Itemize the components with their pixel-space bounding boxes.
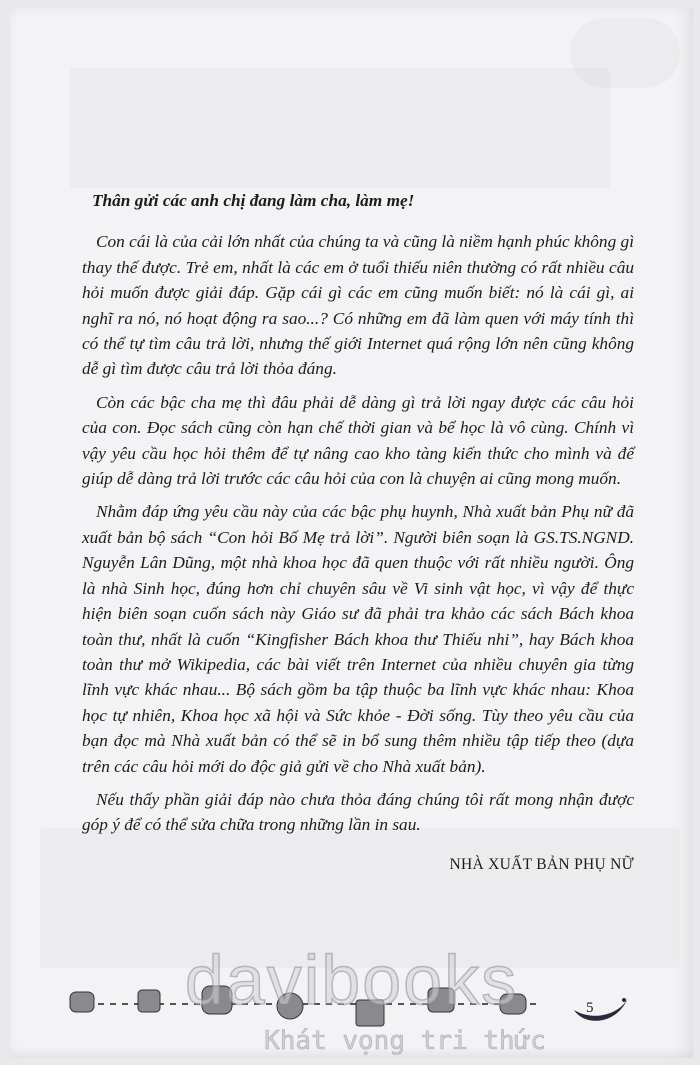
- publisher-signature: NHÀ XUẤT BẢN PHỤ NỮ: [449, 855, 634, 873]
- paragraph: Còn các bậc cha mẹ thì đâu phải dễ dàng gì trả lời ngay được các câu hỏi của con. Đọc sách cũng còn hạn chế thời gian và bể học là vô cùng. Chính vì vậy yêu cầu học hỏi thêm để tự nâng cao kho tàng kiến thức cho mình và để giúp dễ dàng trả lời trước các câu hỏi của con là chuyện ai cũng mong muốn.: [82, 392, 634, 489]
- letter-greeting: Thân gửi các anh chị đang làm cha, làm mẹ!: [92, 191, 415, 210]
- book-page: [10, 8, 693, 1058]
- page-number: 5: [586, 1000, 594, 1016]
- paragraph: Nếu thấy phần giải đáp nào chưa thỏa đáng chúng tôi rất mong nhận được góp ý để có thể sửa chữa trong những lần in sau.: [82, 789, 634, 835]
- watermark-brand: davibooks: [184, 941, 519, 1019]
- paragraph: Con cái là của cải lớn nhất của chúng ta và cũng là niềm hạnh phúc không gì thay thế được. Trẻ em, nhất là các em ở tuổi thiếu niên thường có rất nhiều câu hỏi muốn được giải đáp. Gặp cái gì các em cũng muốn biết: nó là cái gì, ai nghĩ ra nó, nó hoạt động ra sao...? Có những em đã làm quen với máy tính thì có thể tự tìm câu trả lời, nhưng thế giới Internet quá rộng lớn nên cũng không dễ gì tìm được câu trả lời thỏa đáng.: [82, 232, 634, 379]
- show-through-shade: [70, 68, 610, 188]
- watermark-slogan: Khát vọng tri thức: [264, 1026, 546, 1056]
- letter-body: [82, 188, 634, 877]
- show-through-shade: [570, 18, 680, 88]
- paragraph: Nhằm đáp ứng yêu cầu này của các bậc phụ huynh, Nhà xuất bản Phụ nữ đã xuất bản bộ sách “Con hỏi Bố Mẹ trả lời”. Người biên soạn là GS.TS.NGND. Nguyễn Lân Dũng, một nhà khoa học đã quen thuộc với rất nhiều người. Ông là nhà Sinh học, đúng hơn chỉ chuyên sâu về Vi sinh vật học, vì vậy để thực hiện biên soạn cuốn sách này Giáo sư đã phải tra khảo các sách Bách khoa toàn thư, nhất là cuốn “Kingfisher Bách khoa thư Thiếu nhi”, hay Bách khoa toàn thư mở Wikipedia, các bài viết trên Internet của nhiều chuyên gia từng lĩnh vực khác nhau... Bộ sách gồm ba tập thuộc ba lĩnh vực khác nhau: Khoa học tự nhiên, Khoa học xã hội và Sức khỏe - Đời sống. Tùy theo yêu cầu của bạn đọc mà Nhà xuất bản có thể sẽ in bổ sung thêm nhiều tập tiếp theo (dựa trên các câu hỏi mới do độc giả gửi về cho Nhà xuất bản).: [82, 502, 634, 776]
